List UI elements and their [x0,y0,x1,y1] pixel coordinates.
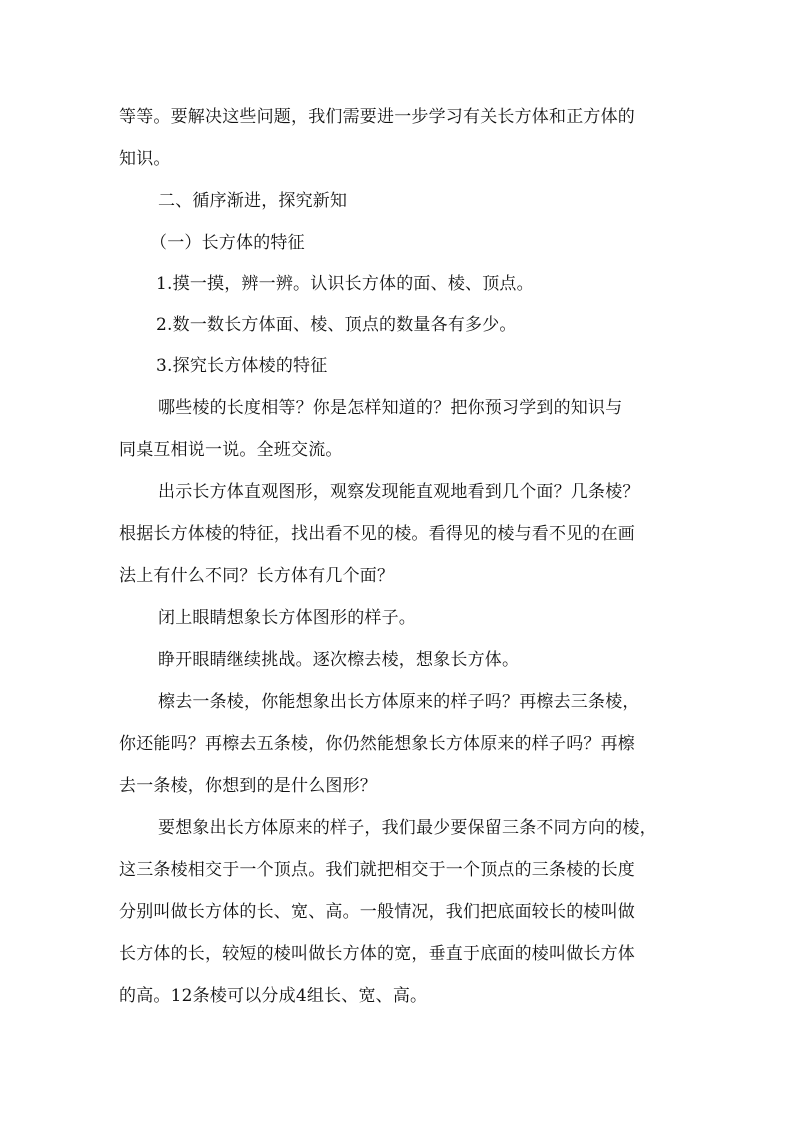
paragraph-line: 哪些棱的长度相等？你是怎样知道的？把你预习学到的知识与 [158,398,623,418]
paragraph-line: 闭上眼睛想象长方体图形的样子。 [158,608,416,628]
section-heading: 二、循序渐进，探究新知 [158,191,348,211]
paragraph-line: 知识。 [119,149,171,169]
paragraph-line: 分别叫做长方体的长、宽、高。一般情况，我们把底面较长的棱叫做 [119,902,635,922]
subsection-heading: （一）长方体的特征 [150,233,305,253]
paragraph-line: 根据长方体棱的特征，找出看不见的棱。看得见的棱与看不见的在画 [119,524,635,544]
paragraph-line: 出示长方体直观图形，观察发现能直观地看到几个面？几条棱？ [158,482,640,502]
paragraph-line: 长方体的长，较短的棱叫做长方体的宽，垂直于底面的棱叫做长方体 [119,944,635,964]
paragraph-line: 要想象出长方体原来的样子，我们最少要保留三条不同方向的棱， [158,818,657,838]
paragraph-line: 你还能吗？再檫去五条棱，你仍然能想象长方体原来的样子吗？再檫 [119,734,635,754]
paragraph-line: 法上有什么不同？长方体有几个面？ [119,566,395,586]
paragraph-line: 这三条棱相交于一个顶点。我们就把相交于一个顶点的三条棱的长度 [119,860,635,880]
paragraph-line: 去一条棱，你想到的是什么图形？ [119,776,377,796]
paragraph-line: 等等。要解决这些问题，我们需要进一步学习有关长方体和正方体的 [119,107,635,127]
paragraph-line: 檫去一条棱，你能想象出长方体原来的样子吗？再檫去三条棱， [158,692,640,712]
list-item: 1.摸一摸，辨一辨。认识长方体的面、棱、顶点。 [156,274,534,294]
paragraph-line: 的高。12条棱可以分成4组长、宽、高。 [119,986,428,1006]
list-item: 2.数一数长方体面、棱、顶点的数量各有多少。 [156,315,517,335]
list-item: 3.探究长方体棱的特征 [156,356,328,376]
paragraph-line: 同桌互相说一说。全班交流。 [119,440,343,460]
paragraph-line: 睁开眼睛继续挑战。逐次檫去棱，想象长方体。 [158,650,520,670]
